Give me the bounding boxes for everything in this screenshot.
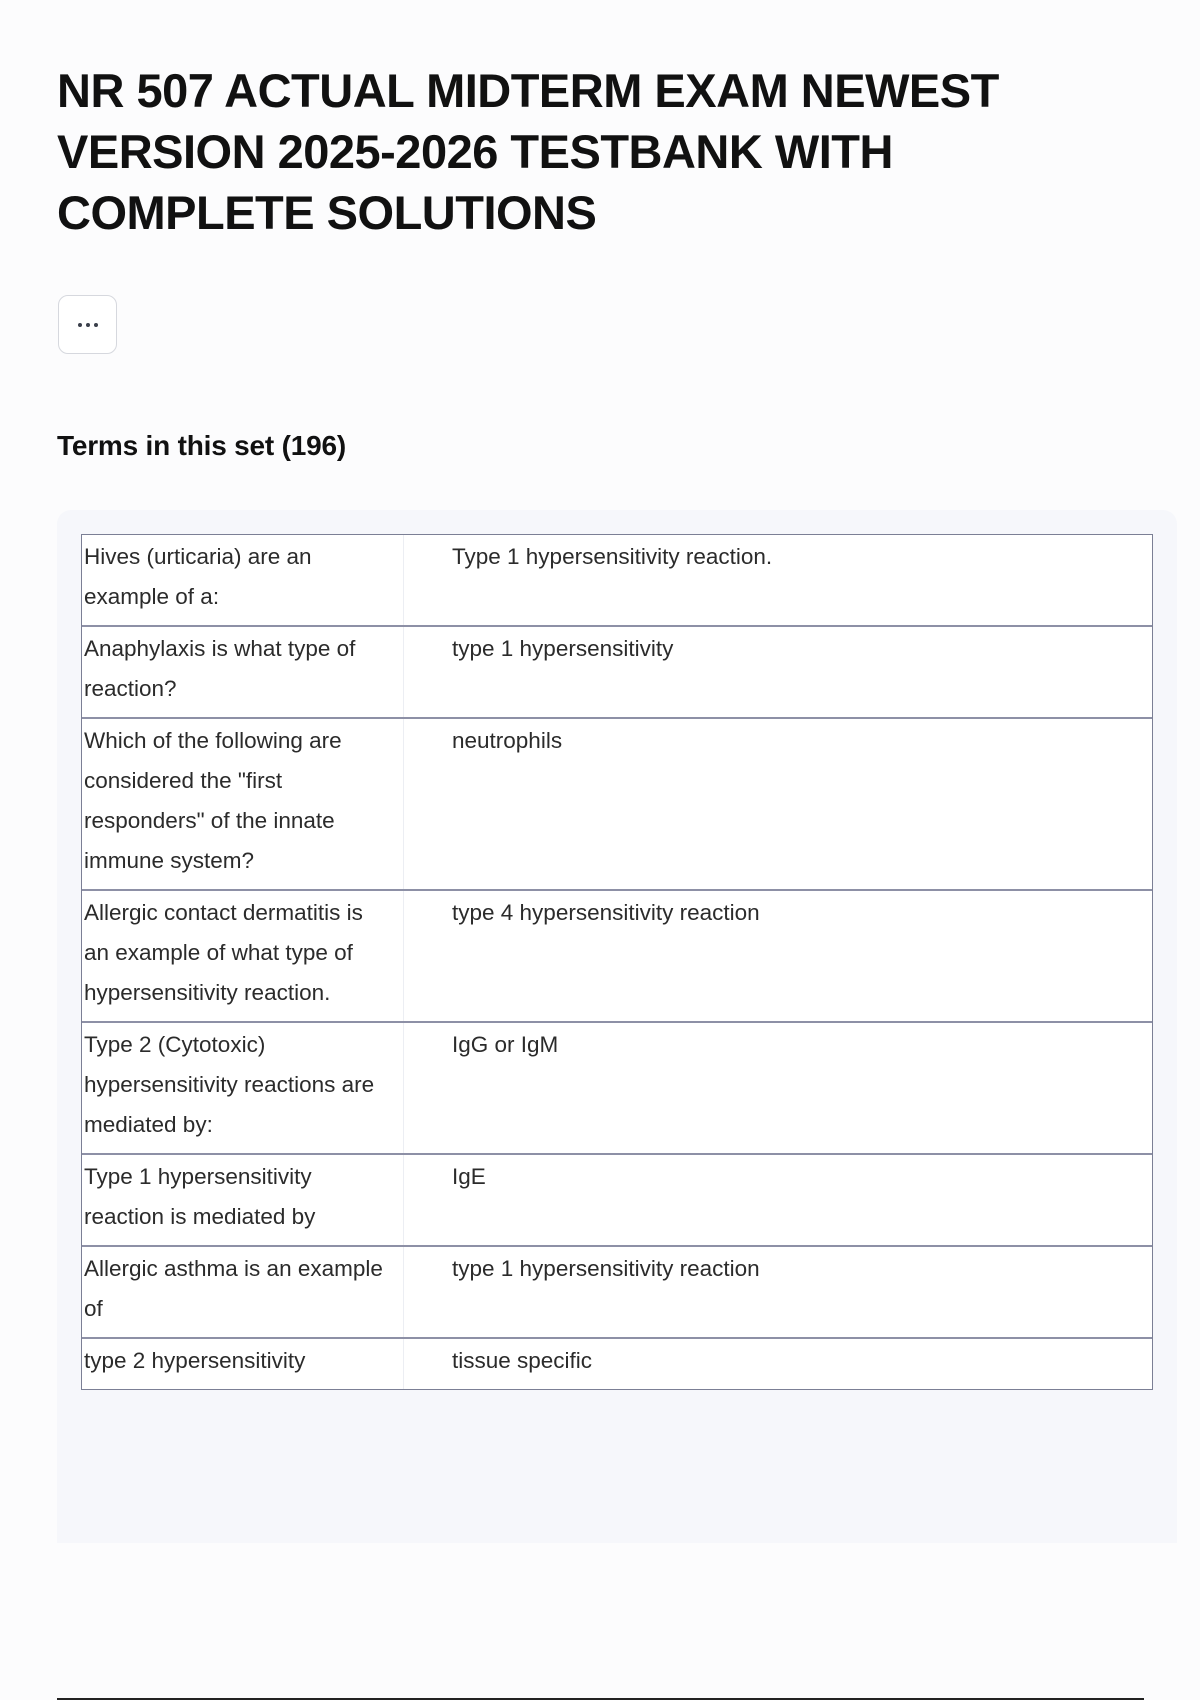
- definition-text: IgE: [452, 1164, 486, 1189]
- term-text: Anaphylaxis is what type of reaction?: [82, 627, 404, 717]
- definition-text: type 4 hypersensitivity reaction: [452, 900, 760, 925]
- term-text: Allergic contact dermatitis is an example of what type of hypersensitivity reaction.: [82, 891, 404, 1021]
- term-text: Which of the following are considered the "first responders" of the innate immune system?: [82, 719, 404, 889]
- more-options-button[interactable]: [58, 295, 117, 354]
- term-text: Type 2 (Cytotoxic) hypersensitivity reactions are mediated by:: [82, 1023, 404, 1153]
- term-text: Allergic asthma is an example of: [82, 1247, 404, 1337]
- terms-count-heading: Terms in this set (196): [57, 430, 346, 461]
- table-row: [82, 719, 1152, 891]
- page-title: NR 507 ACTUAL MIDTERM EXAM NEWEST VERSION 2025-2026 TESTBANK WITH COMPLETE SOLUTIONS: [57, 64, 999, 239]
- table-row: [82, 535, 1152, 627]
- definition-text: Type 1 hypersensitivity reaction.: [452, 544, 773, 569]
- definition-text: neutrophils: [452, 728, 563, 753]
- terms-table: [81, 534, 1153, 1390]
- table-row: [82, 891, 1152, 1023]
- definition-text: type 1 hypersensitivity: [452, 636, 674, 661]
- table-row: [82, 1247, 1152, 1339]
- term-text: Type 1 hypersensitivity reaction is mediated by: [82, 1155, 404, 1245]
- definition-text: IgG or IgM: [452, 1032, 559, 1057]
- table-row: [82, 627, 1152, 719]
- definition-text: type 1 hypersensitivity reaction: [452, 1256, 760, 1281]
- table-row: [82, 1023, 1152, 1155]
- more-horizontal-icon: [78, 323, 98, 327]
- term-text: Hives (urticaria) are an example of a:: [82, 535, 404, 625]
- table-row: [82, 1155, 1152, 1247]
- term-text: type 2 hypersensitivity: [82, 1339, 404, 1389]
- table-row: [82, 1339, 1152, 1389]
- definition-text: tissue specific: [452, 1348, 593, 1373]
